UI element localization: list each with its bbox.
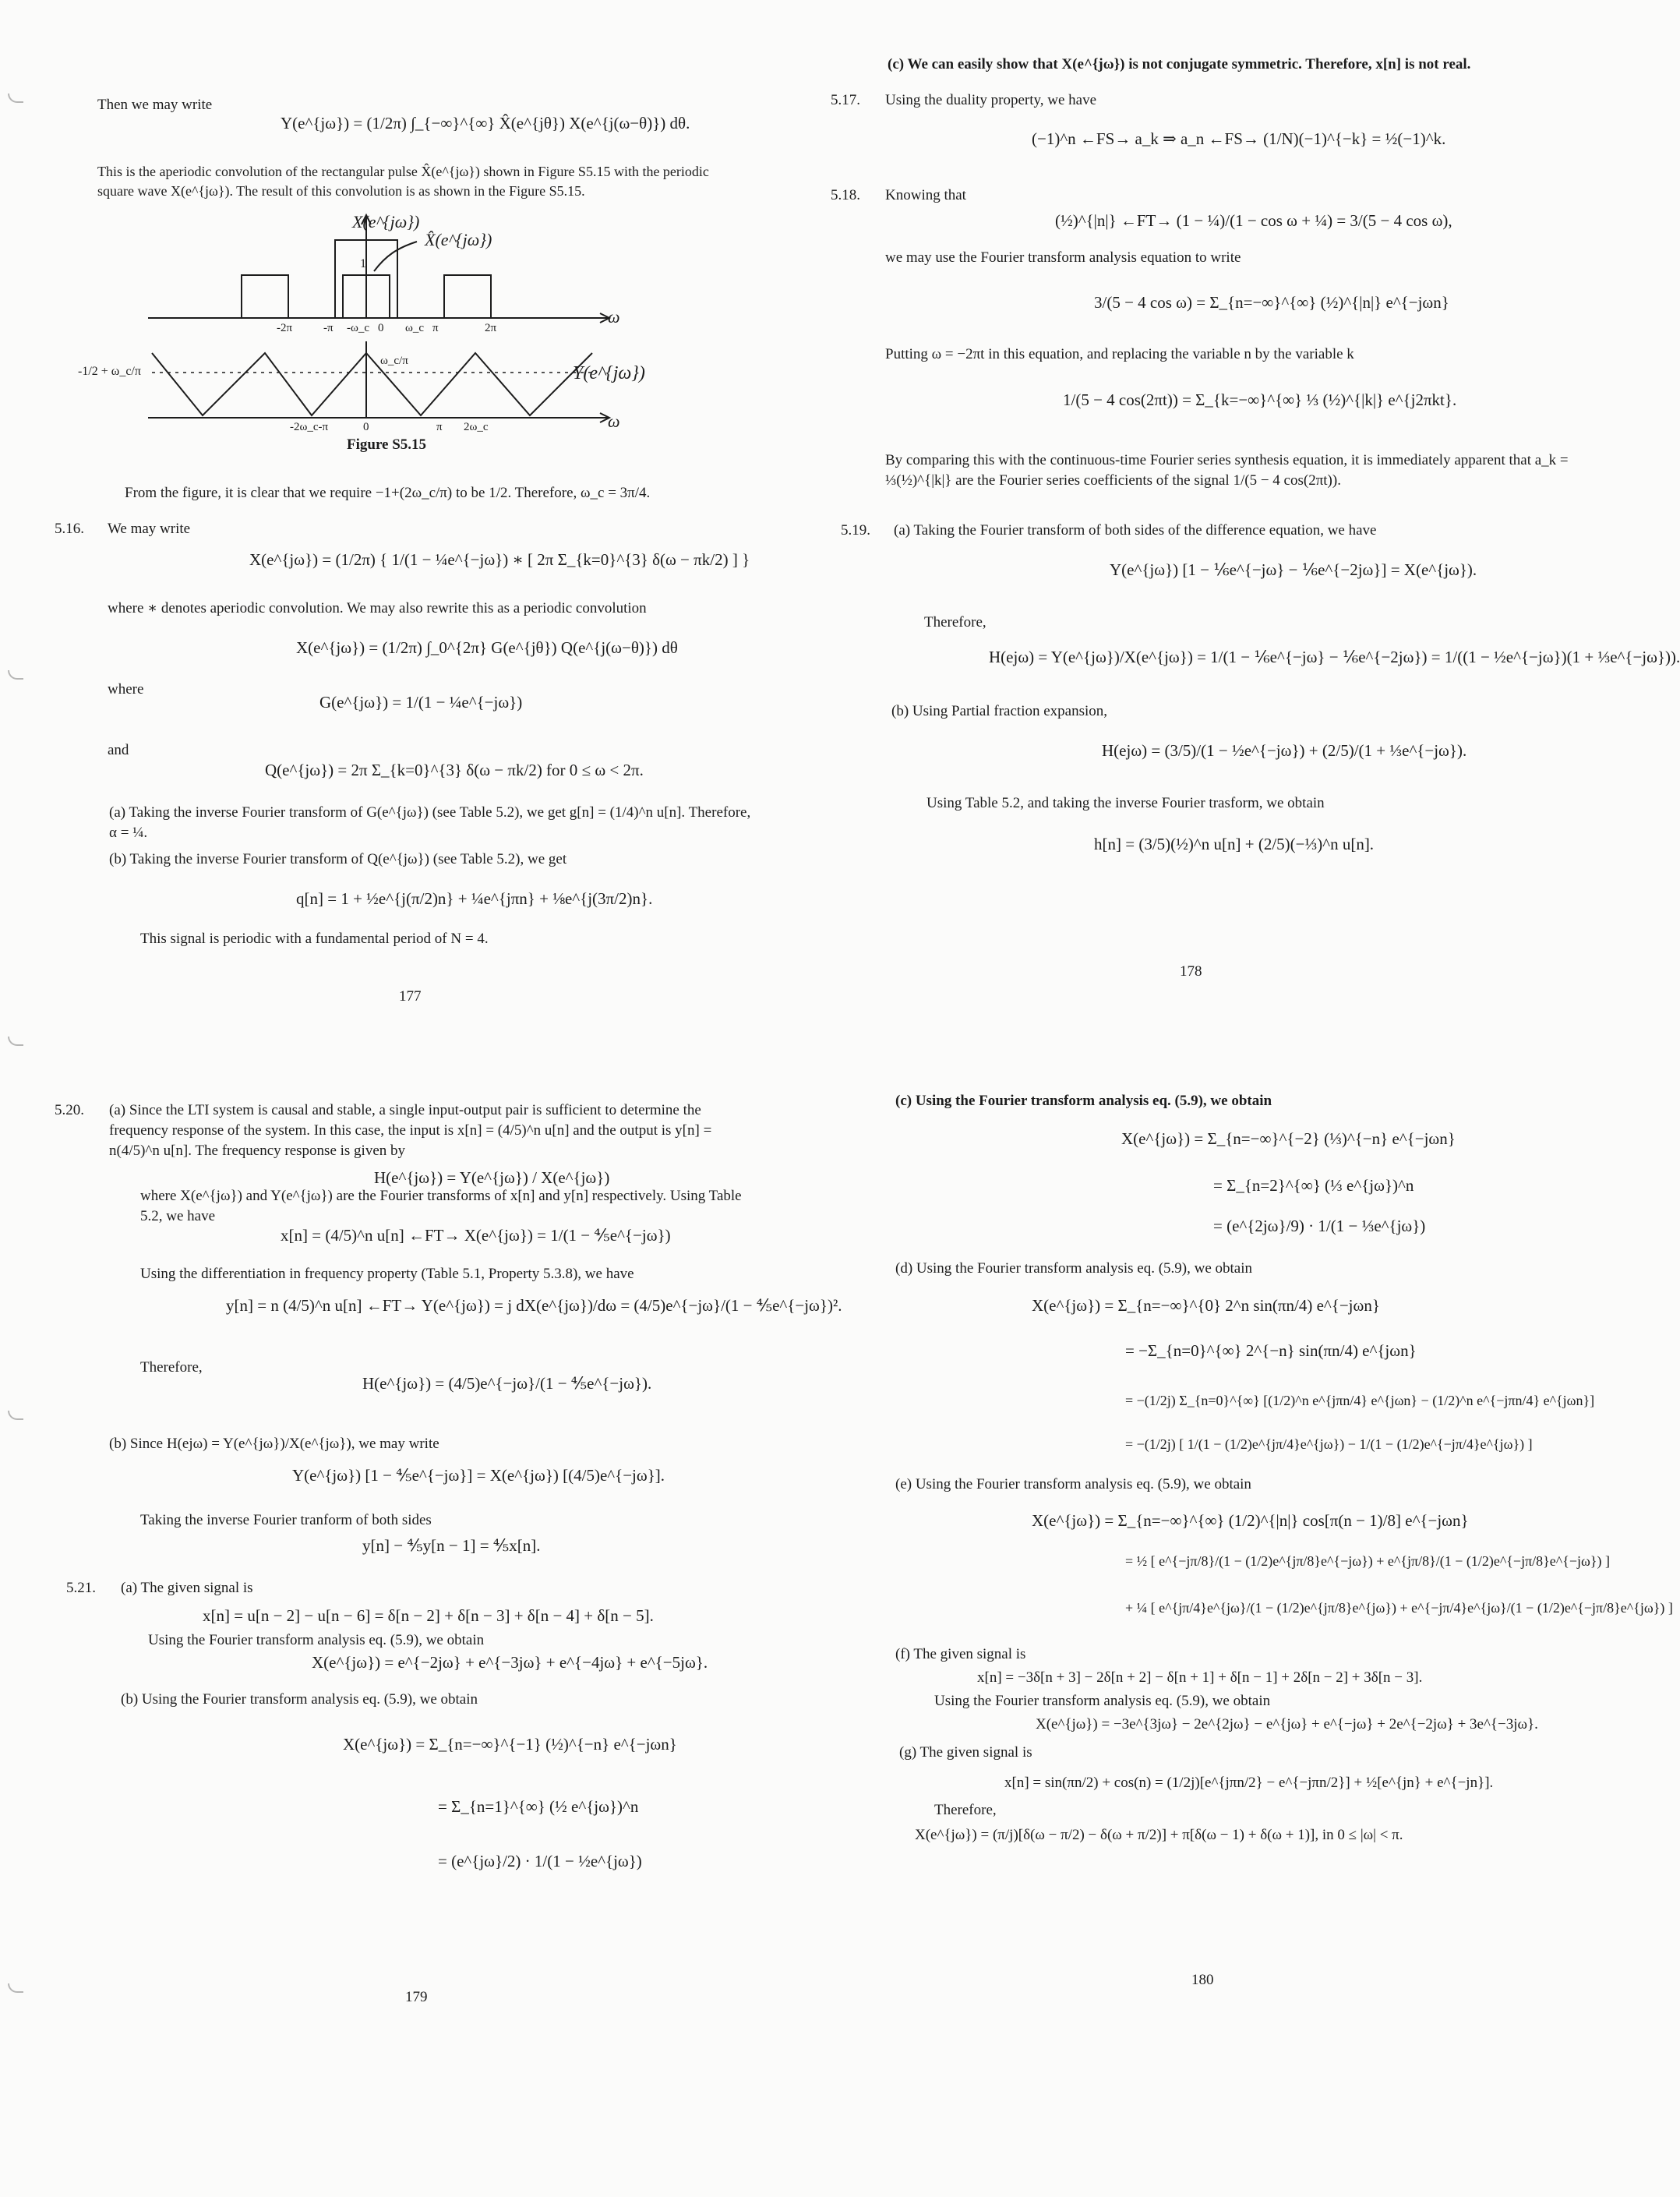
page-180: [798, 1091, 1673, 2174]
tick: -2ω_c-π: [290, 421, 329, 433]
text: (d) Using the Fourier transform analysis eq. (5.9), we obtain: [895, 1260, 1253, 1277]
equation: X(e^{jω}) = Σ_{n=−∞}^{∞} (1/2)^{|n|} cos[π(n − 1)/8] e^{−jωn}: [1032, 1511, 1469, 1530]
text: where X(e^{jω}) and Y(e^{jω}) are the Fourier transforms of x[n] and y[n] respectively. Using Table 5.2, we have: [140, 1188, 742, 1224]
equation: y[n] = n (4/5)^n u[n] ←FT→ Y(e^{jω}) = j dX(e^{jω})/dω = (4/5)e^{−jω}/(1 − ⅘e^{−jω})².: [226, 1296, 842, 1315]
text: Using the duality property, we have: [885, 92, 1097, 108]
text: Therefore,: [140, 1359, 203, 1376]
equation: Q(e^{jω}) = 2π Σ_{k=0}^{3} δ(ω − πk/2) for 0 ≤ ω < 2π.: [265, 761, 644, 779]
equation: = (e^{2jω}/9) · 1/(1 − ⅓e^{jω}): [1213, 1217, 1426, 1235]
text: and: [108, 742, 129, 758]
tick: 0: [378, 322, 384, 334]
tick: 2π: [485, 322, 497, 334]
equation: Y(e^{jω}) = (1/2π) ∫_{−∞}^{∞} X̂(e^{jθ}) X(e^{j(ω−θ)}) dθ.: [281, 114, 690, 132]
equation: = Σ_{n=2}^{∞} (⅓ e^{jω})^n: [1213, 1176, 1414, 1195]
text: We may write: [108, 521, 191, 537]
omega-label: ω: [608, 411, 620, 431]
equation: X(e^{jω}) = (1/2π) ∫_0^{2π} G(e^{jθ}) Q(e^{j(ω−θ)}) dθ: [296, 638, 678, 657]
text: Putting ω = −2πt in this equation, and replacing the variable n by the variable k: [885, 346, 1354, 362]
tick: ω_c: [405, 322, 425, 334]
text: (a) Since the LTI system is causal and stable, a single input-output pair is sufficient to determine the frequency response of the system. In this case, the input is x[n] = (4/5)^n u[n] and the output is y[n] = n(4/5)^n u[n]. The frequency response is given by: [109, 1102, 712, 1159]
text: (g) The given signal is: [899, 1744, 1032, 1761]
paragraph: From the figure, it is clear that we require −1+(2ω_c/π) to be 1/2. Therefore, ω_c = 3π/4.: [125, 485, 651, 501]
equation: X(e^{jω}) = Σ_{n=−∞}^{−2} (⅓)^{−n} e^{−jωn}: [1121, 1129, 1456, 1148]
equation: X(e^{jω}) = (π/j)[δ(ω − π/2) − δ(ω + π/2)] + π[δ(ω − 1) + δ(ω + 1)], in 0 ≤ |ω| < π.: [915, 1827, 1403, 1843]
text: Knowing that: [885, 187, 966, 203]
page-179: [0, 1091, 842, 2174]
text: (a) The given signal is: [121, 1580, 253, 1596]
equation: X(e^{jω}) = (1/2π) { 1/(1 − ¼e^{−jω}) ∗ [ 2π Σ_{k=0}^{3} δ(ω − πk/2) ] }: [249, 550, 750, 569]
page-number: 178: [1180, 963, 1202, 980]
equation: x[n] = u[n − 2] − u[n − 6] = δ[n − 2] + δ[n − 3] + δ[n − 4] + δ[n − 5].: [203, 1606, 654, 1625]
equation: H(e^{jω}) = (4/5)e^{−jω}/(1 − ⅘e^{−jω}).: [362, 1374, 652, 1393]
problem-number: 5.17.: [831, 92, 860, 108]
equation: q[n] = 1 + ½e^{j(π/2)n} + ¼e^{jπn} + ⅛e^{j(3π/2)n}.: [296, 889, 653, 908]
tick: π: [436, 421, 443, 433]
text: we may use the Fourier transform analysis equation to write: [885, 249, 1241, 266]
intro-text: Then we may write: [97, 97, 213, 113]
text: (f) The given signal is: [895, 1646, 1026, 1662]
equation: (½)^{|n|} ←FT→ (1 − ¼)/(1 − cos ω + ¼) = 3/(5 − 4 cos ω),: [1055, 211, 1452, 230]
equation: + ¼ [ e^{jπ/4}e^{jω}/(1 − (1/2)e^{jπ/8}e^{jω}) + e^{−jπ/4}e^{jω}/(1 − (1/2)e^{−jπ/8}e^{jω}) ]: [1125, 1600, 1673, 1616]
tick: π: [432, 322, 439, 334]
equation: H(e^{jω}) = Y(e^{jω}) / X(e^{jω}): [374, 1168, 610, 1187]
equation: = −(1/2j) [ 1/(1 − (1/2)e^{jπ/4}e^{jω}) − 1/(1 − (1/2)e^{−jπ/4}e^{jω}) ]: [1125, 1436, 1533, 1452]
equation: = −Σ_{n=0}^{∞} 2^{−n} sin(πn/4) e^{jωn}: [1125, 1341, 1417, 1360]
text: (a) Taking the Fourier transform of both sides of the difference equation, we have: [894, 522, 1377, 539]
tick: 0: [363, 421, 369, 433]
equation: x[n] = sin(πn/2) + cos(n) = (1/2j)[e^{jπn/2} − e^{−jπn/2}] + ½[e^{jn} + e^{−jn}].: [1004, 1775, 1494, 1791]
problem-number: 5.21.: [66, 1580, 96, 1596]
text: Taking the inverse Fourier tranform of both sides: [140, 1512, 432, 1528]
page-number: 180: [1191, 1972, 1214, 1988]
x-label: X(e^{jω}): [352, 212, 420, 231]
equation: X(e^{jω}) = Σ_{n=−∞}^{0} 2^n sin(πn/4) e^{−jωn}: [1032, 1296, 1380, 1315]
equation: H(ejω) = Y(e^{jω})/X(e^{jω}) = 1/(1 − ⅙e^{−jω} − ⅙e^{−2jω}) = 1/((1 − ½e^{−jω})(1 + ⅓e^{−jω})).: [989, 648, 1680, 666]
text: Using the differentiation in frequency property (Table 5.1, Property 5.3.8), we have: [140, 1266, 634, 1282]
text: Therefore,: [924, 614, 986, 630]
text: (b) Since H(ejω) = Y(e^{jω})/X(e^{jω}), we may write: [109, 1436, 439, 1452]
text: where: [108, 681, 144, 698]
text: (c) We can easily show that X(e^{jω}) is not conjugate symmetric. Therefore, x[n] is not real.: [888, 56, 1471, 72]
figure-caption: Figure S5.15: [347, 436, 427, 453]
text: Therefore,: [934, 1802, 997, 1818]
text: (c) Using the Fourier transform analysis eq. (5.9), we obtain: [895, 1093, 1272, 1109]
equation: H(ejω) = (3/5)/(1 − ½e^{−jω}) + (2/5)/(1 + ⅓e^{−jω}).: [1102, 741, 1467, 760]
equation: = ½ [ e^{−jπ/8}/(1 − (1/2)e^{jπ/8}e^{−jω}) + e^{jπ/8}/(1 − (1/2)e^{−jπ/8}e^{−jω}) ]: [1125, 1553, 1611, 1569]
equation: y[n] − ⅘y[n − 1] = ⅘x[n].: [362, 1536, 541, 1555]
equation: Y(e^{jω}) [1 − ⅘e^{−jω}] = X(e^{jω}) [(4/5)e^{−jω}].: [292, 1466, 665, 1485]
tick: 2ω_c: [464, 421, 489, 433]
level-label: -1/2 + ω_c/π: [78, 365, 141, 378]
problem-number: 5.19.: [841, 522, 870, 539]
equation: G(e^{jω}) = 1/(1 − ¼e^{−jω}): [319, 693, 523, 712]
text: Using the Fourier transform analysis eq. (5.9), we obtain: [148, 1632, 485, 1648]
tick: -ω_c: [347, 322, 370, 334]
page-number: 179: [405, 1989, 428, 2005]
wc-pi-label: ω_c/π: [380, 355, 408, 367]
equation: = (e^{jω}/2) · 1/(1 − ½e^{jω}): [438, 1852, 642, 1870]
equation: X(e^{jω}) = Σ_{n=−∞}^{−1} (½)^{−n} e^{−jωn}: [343, 1735, 677, 1754]
text: (b) Using the Fourier transform analysis eq. (5.9), we obtain: [121, 1691, 478, 1708]
text: where ∗ denotes aperiodic convolution. We may also rewrite this as a periodic convolution: [108, 600, 647, 616]
equation: h[n] = (3/5)(½)^n u[n] + (2/5)(−⅓)^n u[n].: [1094, 835, 1375, 853]
text: This signal is periodic with a fundamental period of N = 4.: [140, 931, 489, 947]
text: (b) Taking the inverse Fourier transform of Q(e^{jω}) (see Table 5.2), we get: [109, 851, 567, 867]
problem-number: 5.18.: [831, 187, 860, 203]
equation: = Σ_{n=1}^{∞} (½ e^{jω})^n: [438, 1797, 639, 1816]
equation: X(e^{jω}) = −3e^{3jω} − 2e^{2jω} − e^{jω} + e^{−jω} + 2e^{−2jω} + 3e^{−3jω}.: [1036, 1716, 1538, 1733]
text: Using the Fourier transform analysis eq. (5.9), we obtain: [934, 1693, 1271, 1709]
equation: X(e^{jω}) = e^{−2jω} + e^{−3jω} + e^{−4jω} + e^{−5jω}.: [312, 1653, 708, 1672]
level-one: 1: [360, 257, 366, 270]
omega-label: ω: [608, 307, 620, 327]
text: (e) Using the Fourier transform analysis eq. (5.9), we obtain: [895, 1476, 1251, 1492]
equation: Y(e^{jω}) [1 − ⅙e^{−jω} − ⅙e^{−2jω}] = X(e^{jω}).: [1110, 560, 1477, 579]
text: (b) Using Partial fraction expansion,: [891, 703, 1108, 719]
equation: x[n] = (4/5)^n u[n] ←FT→ X(e^{jω}) = 1/(1 − ⅘e^{−jω}): [281, 1226, 671, 1245]
paragraph: This is the aperiodic convolution of the rectangular pulse X̂(e^{jω}) shown in Figure S5.15 with the periodic square wave X(e^{jω}). The result of this convolution is as shown in the Figure S5.15.: [97, 164, 709, 199]
page-178: [798, 0, 1680, 1083]
tick: -π: [323, 322, 334, 334]
equation: = −(1/2j) Σ_{n=0}^{∞} [(1/2)^n e^{jπn/4} e^{jωn} − (1/2)^n e^{−jπn/4} e^{jωn}]: [1125, 1393, 1595, 1408]
text: Using Table 5.2, and taking the inverse Fourier trasform, we obtain: [926, 795, 1325, 811]
equation: 3/(5 − 4 cos ω) = Σ_{n=−∞}^{∞} (½)^{|n|} e^{−jωn}: [1094, 293, 1449, 312]
problem-number: 5.20.: [55, 1102, 84, 1118]
y-label: Y(e^{jω}): [573, 363, 645, 383]
text: (a) Taking the inverse Fourier transform of G(e^{jω}) (see Table 5.2), we get g[n] = (1/4)^n u[n]. Therefore, α = ¼.: [109, 804, 751, 841]
text: By comparing this with the continuous-time Fourier series synthesis equation, it is immediately apparent that a_k = ⅓(½)^{|k|} are the Fourier series coefficients of the signal 1/(5 − 4 cos(2πt)).: [885, 452, 1569, 489]
page-177: [0, 0, 795, 1083]
equation: (−1)^n ←FS→ a_k ⇒ a_n ←FS→ (1/N)(−1)^{−k} = ½(−1)^k.: [1032, 129, 1446, 148]
xhat-label: X̂(e^{jω}): [425, 230, 492, 249]
page-number: 177: [399, 988, 422, 1005]
equation: x[n] = −3δ[n + 3] − 2δ[n + 2] − δ[n + 1] + δ[n − 1] + 2δ[n − 2] + 3δ[n − 3].: [977, 1669, 1423, 1686]
tick: -2π: [277, 322, 293, 334]
equation: 1/(5 − 4 cos(2πt)) = Σ_{k=−∞}^{∞} ⅓ (½)^{|k|} e^{j2πkt}.: [1063, 390, 1457, 409]
problem-number: 5.16.: [55, 521, 84, 537]
